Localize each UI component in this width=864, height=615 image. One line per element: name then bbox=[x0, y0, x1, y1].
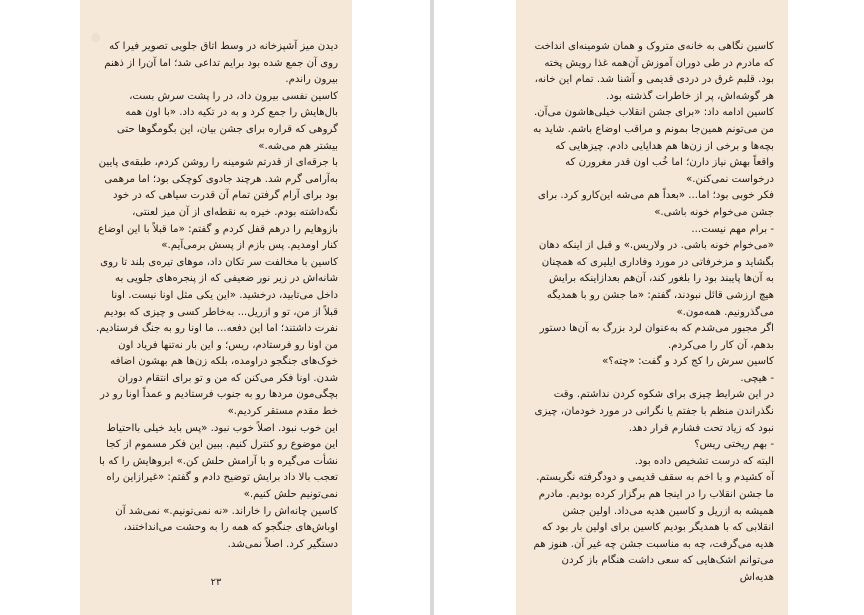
paragraph: کاسین با مخالفت سر تکان داد، موهای تیره‌ی بلند تا روی شانه‌اش در زیر نور ضعیفی که از پنجره‌های جلویی به داخل می‌تابید، درخشید. «این یکی مثل اونا نیست. اونا قبلاً از من، تو و ازریل... به‌خاطر کسی و چیزی که بودیم نفرت داشتند؛ اما این دفعه... ما اونا رو به جنگ فرستادیم. من اونا رو فرستادم، ریس؛ و این بار نه‌تنها فریاد اون خوک‌های جنگجو دراومده، بلکه زن‌ها هم بهشون اضافه شدن. اونا فکر می‌کنن که من و تو برای انتقام دوران بچگی‌مون مردها رو به جنوب فرستادیم و عمداً اونا رو در خط مقدم مستقر کردیم.» bbox=[95, 256, 338, 418]
paragraph: اگر مجبور می‌شدم که به‌عنوان لرد بزرگ به آن‌ها دستور بدهم، آن کار را می‌کردم. bbox=[539, 323, 774, 351]
paragraph: کاسین چانه‌اش را خاراند. «نه نمی‌تونیم.» نمی‌شد آن اوباش‌های جنگجو که همه را به وحشت می‌انداختند، دستگیر کرد. اصلاً نمی‌شد. bbox=[115, 505, 338, 550]
paragraph: - بهم ریختی ریس؟ bbox=[694, 439, 774, 451]
paragraph: فکر خوبی بود؛ اما... «بعداً هم می‌شه این‌کارو کرد. برای جشن می‌خوام خونه باشی.» bbox=[537, 190, 774, 218]
paragraph: کاسین ادامه داد: «برای جشن انقلاب خیلی‌هاشون می‌آن. من می‌تونم همین‌جا بمونم و مراقب اوضاع باشم. شاید به بچه‌ها و برخی از زن‌ها هم هدایایی دادم. چیزهایی که واقعاً بهش نیاز دارن؛ اما خُب اون قدر مغرورن که درخواست نمی‌کنن.» bbox=[532, 107, 774, 185]
paragraph: با جرقه‌ای از قدرتم شومینه را روشن کردم، طبقه‌ی پایین به‌آرامی گرم شد. هرچند جادوی کوچکی بود؛ اما مرهمی بود برای آرام گرفتن تمام آن قدرت سیاهی که در خود نگه‌داشته بودم. خیره به نقطه‌ای از آن میز لعنتی، بازوهایم را درهم قفل کردم و گفتم: «ما قبلاً با این اوضاع کنار اومدیم. پس بازم از پسش برمی‌آیم.» bbox=[98, 157, 338, 252]
right-spread bbox=[434, 0, 864, 615]
paragraph: دیدن میز آشپزخانه در وسط اتاق جلویی تصویر فیرا که روی آن جمع شده بود برایم تداعی شد؛ اما آن‌را از ذهنم بیرون راندم. bbox=[104, 41, 338, 86]
paragraph: البته که درست تشخیص داده بود. bbox=[634, 455, 774, 467]
paragraph: - برام مهم نیست... bbox=[691, 223, 774, 235]
left-book-page bbox=[80, 0, 352, 615]
right-page-text bbox=[532, 39, 774, 587]
paragraph: آه کشیدم و با اخم به سقف قدیمی و دودگرفته نگریستم. ما جشن انقلاب را در اینجا هم برگزار کرده بودیم. مادرم همیشه به ازریل و کاسین هدیه می‌داد. اولین جشن انقلابی که با همدیگر بودیم کاسین برای اولین بار بود که هدیه می‌گرفت، چه به مناسبت جشن چه غیر آن. هنوز هم می‌توانم اشک‌هایی که سعی داشت هنگام باز کردن هدیه‌اش bbox=[533, 472, 774, 583]
left-page-text bbox=[96, 39, 338, 553]
paragraph: «می‌خوام خونه باشی. در ولاریس.» و قبل از اینکه دهان بگشاید و مزخرفاتی در مورد وفاداری ایلیری که همچنان به آن‌ها پایبند بود را بلغور کند، آن‌هم بعدازاینکه برایش هیچ ارزشی قائل نبودند، گفتم: «ما جشن رو با همدیگه می‌گذرونیم. همه‌مون.» bbox=[538, 240, 774, 318]
right-book-page bbox=[516, 0, 788, 615]
paragraph: در این شرایط چیزی برای شکوه کردن نداشتم. وقت نگذراندن منظم با جفتم یا نگرانی در مورد خودمان، چیزی نبود که زیاد تحت فشارم قرار دهد. bbox=[534, 389, 774, 434]
paragraph: کاسین نگاهی به خانه‌ی متروک و همان شومینه‌ای انداخت که مادرم در طی دوران آموزش آن‌همه غذا رویش پخته بود. قلبم غرق در دردی قدیمی و آشنا شد. تمام این خانه، هر گوشه‌اش، پر از خاطرات گذشته بود. bbox=[534, 41, 774, 102]
watermark: ● bbox=[86, 28, 104, 46]
paragraph: کاسین نفسی بیرون داد، در را پشت سرش بست، بال‌هایش را جمع کرد و به در تکیه داد. «با اون همه گروهی که قراره برای جشن بیان، این بگومگوها حتی بیشتر هم می‌شه.» bbox=[116, 90, 338, 152]
paragraph: این خوب نبود. اصلاً خوب نبود. «پس باید خیلی بااحتیاط این موضوع رو کنترل کنیم. ببین این فکر مسموم از کجا نشأت می‌گیره و با آرامش حلش کن.» ابروهایش را که با تعجب بالا داد برایش توضیح دادم و گفتم: «غیرازاین راه نمی‌تونیم حلش کنیم.» bbox=[99, 422, 338, 501]
left-spread bbox=[0, 0, 430, 615]
page-number: ۲۳ bbox=[210, 577, 222, 588]
paragraph: - هیچی. bbox=[740, 372, 774, 384]
paragraph: کاسین سرش را کج کرد و گفت: «چته؟» bbox=[602, 356, 774, 368]
